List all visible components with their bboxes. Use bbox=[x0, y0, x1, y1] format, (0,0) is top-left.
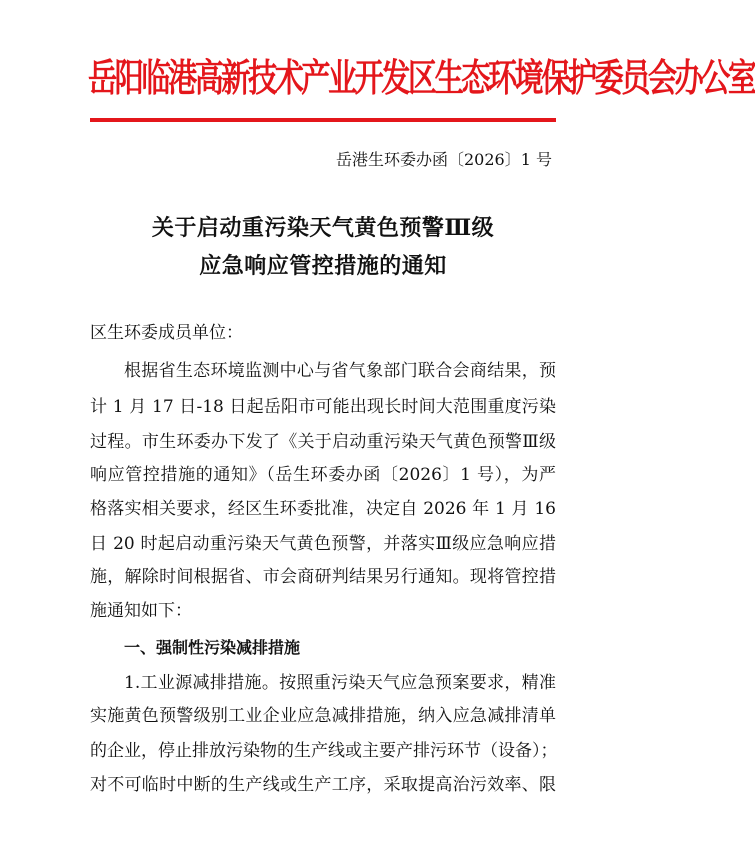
paragraph-2-line: 对不可临时中断的生产线或生产工序，采取提高治污效率、限 bbox=[90, 775, 556, 795]
paragraph-2-line: 实施黄色预警级别工业企业应急减排措施，纳入应急减排清单 bbox=[90, 706, 556, 726]
document-title-line-2: 应急响应管控措施的通知 bbox=[199, 253, 447, 279]
paragraph-1-line: 施通知如下： bbox=[90, 601, 192, 621]
paragraph-1-line: 响应管控措施的通知》（岳生环委办函〔2026〕1 号），为严 bbox=[90, 465, 556, 485]
paragraph-1-line: 根据省生态环境监测中心与省气象部门联合会商结果，预 bbox=[124, 361, 556, 381]
paragraph-1-line: 日 20 时起启动重污染天气黄色预警，并落实Ⅲ级应急响应措 bbox=[90, 534, 556, 554]
paragraph-1-line: 施，解除时间根据省、市会商研判结果另行通知。现将管控措 bbox=[90, 567, 556, 587]
issuing-authority-header: 岳阳临港高新技术产业开发区生态环境保护委员会办公室 bbox=[88, 56, 755, 102]
paragraph-1-line: 格落实相关要求，经区生环委批准，决定自 2026 年 1 月 16 bbox=[90, 499, 556, 519]
document-title-line-1: 关于启动重污染天气黄色预警Ⅲ级 bbox=[151, 215, 495, 241]
paragraph-1-line: 过程。市生环委办下发了《关于启动重污染天气黄色预警Ⅲ级 bbox=[90, 432, 556, 452]
salutation: 区生环委成员单位： bbox=[90, 323, 243, 343]
document-number: 岳港生环委办函〔2026〕1 号 bbox=[336, 150, 552, 169]
paragraph-2-line: 1.工业源减排措施。按照重污染天气应急预案要求，精准 bbox=[124, 673, 556, 693]
red-separator-line bbox=[90, 118, 556, 122]
paragraph-2-line: 的企业，停止排放污染物的生产线或主要产排污环节（设备）； bbox=[90, 741, 558, 761]
paragraph-1-line: 计 1 月 17 日-18 日起岳阳市可能出现长时间大范围重度污染 bbox=[90, 397, 556, 417]
section-heading: 一、强制性污染减排措施 bbox=[124, 638, 301, 657]
